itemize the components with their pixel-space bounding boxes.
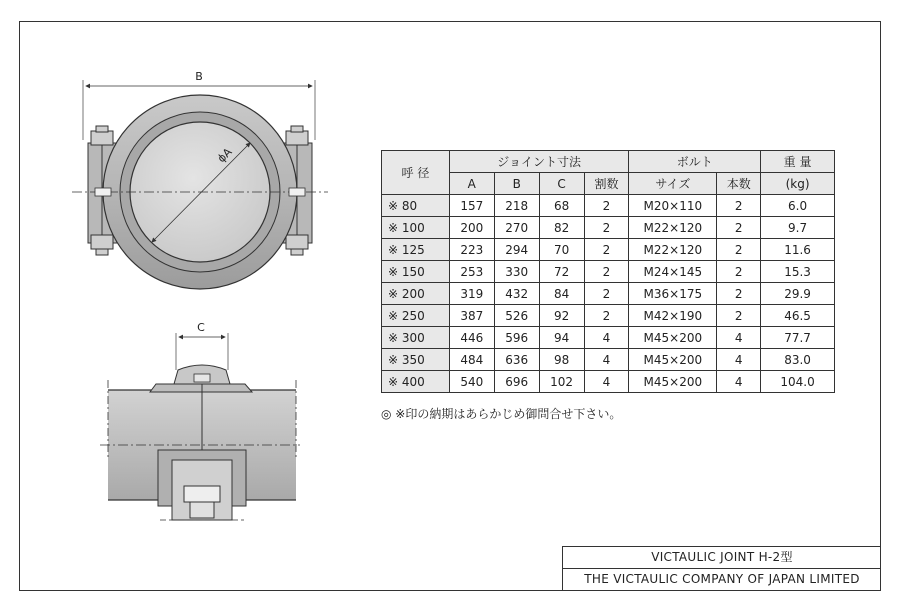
header-col-count: 本数	[717, 173, 761, 195]
cell-c: 84	[539, 283, 584, 305]
table-row	[382, 217, 835, 239]
title-company: THE VICTAULIC COMPANY OF JAPAN LIMITED	[563, 568, 881, 590]
bolt-head	[190, 502, 214, 518]
dim-c-label: C	[197, 321, 205, 334]
table-row	[382, 239, 835, 261]
cell-count: 4	[717, 327, 761, 349]
cell-weight: 77.7	[761, 327, 835, 349]
title-product: VICTAULIC JOINT H-2型	[651, 550, 793, 564]
cell-weight: 11.6	[761, 239, 835, 261]
cell-b: 636	[494, 349, 539, 371]
dim-b-label: B	[195, 70, 203, 83]
cell-split: 2	[584, 195, 629, 217]
cell-size: ※ 200	[382, 283, 450, 305]
cell-bolt: M45×200	[629, 371, 717, 393]
cell-bolt: M42×190	[629, 305, 717, 327]
cell-size: ※ 100	[382, 217, 450, 239]
cell-bolt: M45×200	[629, 349, 717, 371]
cell-c: 70	[539, 239, 584, 261]
cell-count: 2	[717, 305, 761, 327]
cell-weight: 83.0	[761, 349, 835, 371]
cell-a: 253	[449, 261, 494, 283]
header-weight: 重 量	[761, 151, 835, 173]
cell-c: 68	[539, 195, 584, 217]
cell-weight: 15.3	[761, 261, 835, 283]
table-row	[382, 305, 835, 327]
cell-c: 94	[539, 327, 584, 349]
header-nominal: 呼 径	[382, 151, 450, 195]
header-col-c: C	[539, 173, 584, 195]
header-col-split: 割数	[584, 173, 629, 195]
delivery-note: ◎ ※印の納期はあらかじめ御問合せ下さい。	[381, 407, 622, 421]
side-view	[100, 321, 300, 520]
cell-a: 484	[449, 349, 494, 371]
split-gap-right	[289, 188, 305, 196]
cell-size: ※ 350	[382, 349, 450, 371]
cell-b: 696	[494, 371, 539, 393]
cell-a: 446	[449, 327, 494, 349]
split-gap-left	[95, 188, 111, 196]
cell-bolt: M22×120	[629, 239, 717, 261]
cell-count: 2	[717, 239, 761, 261]
cell-bolt: M36×175	[629, 283, 717, 305]
header-col-b: B	[494, 173, 539, 195]
cell-weight: 9.7	[761, 217, 835, 239]
cell-b: 526	[494, 305, 539, 327]
table-row	[382, 371, 835, 393]
cell-count: 4	[717, 349, 761, 371]
cell-b: 330	[494, 261, 539, 283]
cell-size: ※ 150	[382, 261, 450, 283]
cell-bolt: M24×145	[629, 261, 717, 283]
cell-b: 432	[494, 283, 539, 305]
cell-count: 2	[717, 217, 761, 239]
cell-size: ※ 125	[382, 239, 450, 261]
table-row	[382, 327, 835, 349]
cell-count: 4	[717, 371, 761, 393]
cell-weight: 29.9	[761, 283, 835, 305]
table-row	[382, 283, 835, 305]
table-row	[382, 261, 835, 283]
cell-c: 92	[539, 305, 584, 327]
cell-split: 4	[584, 349, 629, 371]
cell-b: 270	[494, 217, 539, 239]
header-bolt: ボルト	[629, 151, 761, 173]
front-view	[72, 70, 328, 289]
cell-c: 98	[539, 349, 584, 371]
cell-weight: 6.0	[761, 195, 835, 217]
cell-split: 2	[584, 261, 629, 283]
table-row	[382, 195, 835, 217]
cell-a: 200	[449, 217, 494, 239]
cell-split: 2	[584, 283, 629, 305]
cell-b: 218	[494, 195, 539, 217]
cell-c: 72	[539, 261, 584, 283]
cell-split: 2	[584, 239, 629, 261]
spec-table	[381, 150, 835, 393]
housing-top	[150, 384, 252, 392]
cell-split: 4	[584, 371, 629, 393]
table-row	[382, 349, 835, 371]
cell-size: ※ 250	[382, 305, 450, 327]
cell-size: ※ 300	[382, 327, 450, 349]
cell-b: 596	[494, 327, 539, 349]
cell-count: 2	[717, 283, 761, 305]
cell-split: 2	[584, 217, 629, 239]
cell-count: 2	[717, 261, 761, 283]
cell-size: ※ 400	[382, 371, 450, 393]
cell-c: 102	[539, 371, 584, 393]
cell-split: 4	[584, 327, 629, 349]
cell-bolt: M45×200	[629, 327, 717, 349]
cell-bolt: M22×120	[629, 217, 717, 239]
cell-split: 2	[584, 305, 629, 327]
cell-weight: 104.0	[761, 371, 835, 393]
title-block	[562, 546, 881, 591]
cell-size: ※ 80	[382, 195, 450, 217]
header-joint-dims: ジョイント寸法	[449, 151, 629, 173]
cell-a: 319	[449, 283, 494, 305]
cell-a: 387	[449, 305, 494, 327]
cell-a: 540	[449, 371, 494, 393]
cell-count: 2	[717, 195, 761, 217]
header-col-a: A	[449, 173, 494, 195]
header-weight-unit: (kg)	[761, 173, 835, 195]
cell-c: 82	[539, 217, 584, 239]
header-col-size: サイズ	[629, 173, 717, 195]
cell-b: 294	[494, 239, 539, 261]
cell-weight: 46.5	[761, 305, 835, 327]
nut	[184, 486, 220, 502]
cell-a: 223	[449, 239, 494, 261]
cell-a: 157	[449, 195, 494, 217]
dim-phi-a-label: ϕA	[214, 145, 235, 166]
cell-bolt: M20×110	[629, 195, 717, 217]
